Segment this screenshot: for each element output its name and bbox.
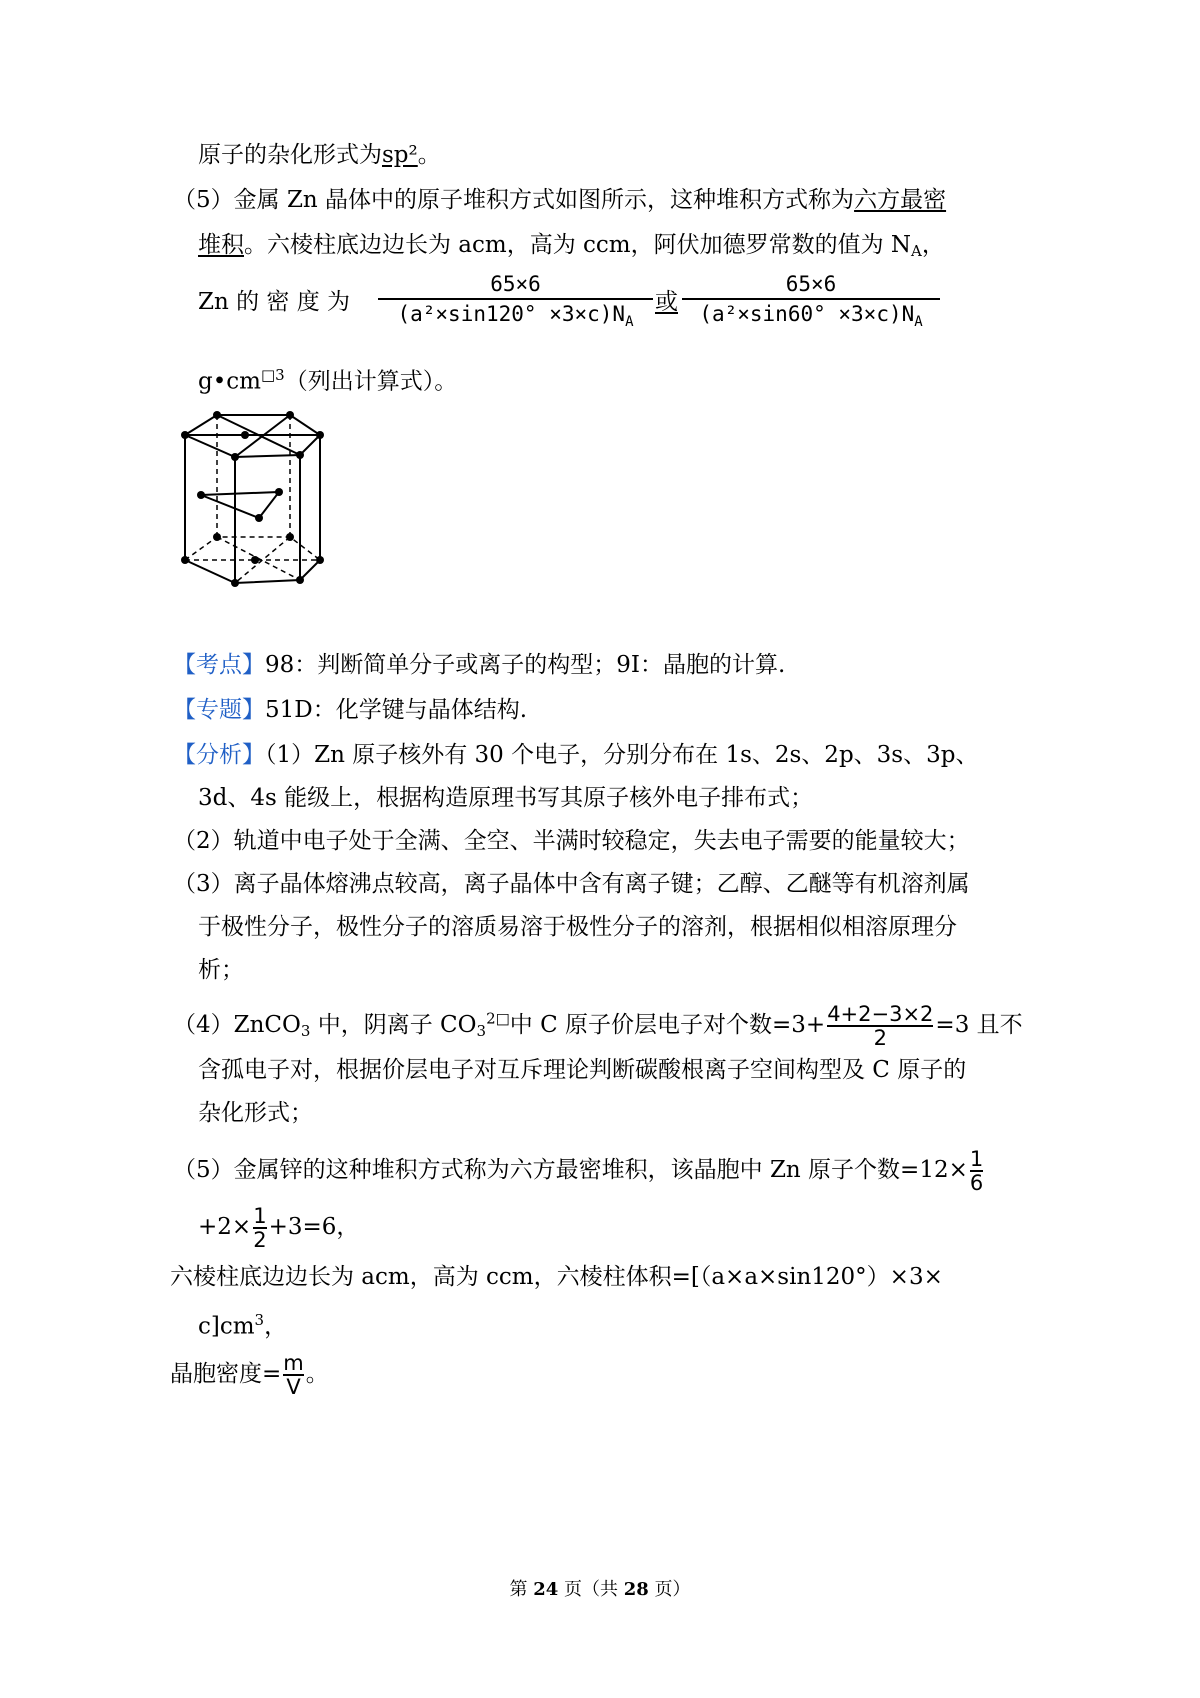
- fenxi-p3b: 于极性分子，极性分子的溶质易溶于极性分子的溶剂，根据相似相溶原理分: [198, 914, 957, 940]
- fenxi-p3c: 析；: [198, 957, 244, 983]
- fenxi-p1b: 3d、4s 能级上，根据构造原理书写其原子核外电子排布式；: [198, 785, 814, 811]
- answer-stacking-2: 堆积: [198, 232, 244, 258]
- q5-line2: 堆积。六棱柱底边边长为 acm，高为 ccm，阿伏加德罗常数的值为 NA，: [198, 232, 945, 260]
- fenxi-p6a: 六棱柱底边边长为 acm，高为 ccm，六棱柱体积=[（a×a×sin120°）×3×: [170, 1264, 943, 1290]
- fraction-1-over-2: $\frac{1}{2}$: [253, 1204, 267, 1252]
- density-fraction-2: 65×6 $(a^2\times\sin 60^\circ \times 3\times c)N_A$: [682, 272, 940, 330]
- density-unit: $g•cm^{□3}$（列出计算式）。: [198, 366, 458, 395]
- fenxi-p4c: 杂化形式；: [198, 1100, 313, 1126]
- fenxi-p5a: （5）金属锌的这种堆积方式称为六方最密堆积，该晶胞中 Zn 原子个数=12× $\frac{1}{6}$: [173, 1147, 984, 1195]
- fenxi-p5b: +2× $\frac{1}{2}$ +3=6，: [198, 1204, 360, 1252]
- fenxi-p2: （2）轨道中电子处于全满、全空、半满时较稳定，失去电子需要的能量较大；: [173, 828, 970, 854]
- fenxi-p1a: 【分析】（1）Zn 原子核外有 30 个电子，分别分布在 1s、2s、2p、3s、3p、: [173, 742, 979, 768]
- hcp-unit-cell-diagram: [175, 405, 335, 595]
- zhuanti-line: 【专题】51D：化学键与晶体结构.: [173, 697, 528, 723]
- page-footer: 第 24 页（共 28 页）: [509, 1579, 691, 1600]
- answer-sp2: sp²: [382, 142, 418, 168]
- fenxi-p7: 晶胞密度= $\frac{m}{V}$ 。: [170, 1351, 329, 1399]
- or-word: 或: [655, 289, 678, 315]
- fraction-m-over-v: $\frac{m}{V}$: [283, 1351, 304, 1399]
- density-label: Zn 的 密 度 为: [198, 289, 351, 315]
- fenxi-p6b: $c]cm^3$，: [198, 1311, 288, 1340]
- answer-stacking-1: 六方最密: [854, 187, 947, 213]
- line-hybridization: 原子的杂化形式为sp²。: [198, 142, 441, 168]
- fenxi-p4b: 含孤电子对，根据价层电子对互斥理论判断碳酸根离子空间构型及 C 原子的: [198, 1057, 967, 1083]
- fenxi-p4a: （4）ZnCO3 中，阴离子 $CO3^{2□}$中 C 原子价层电子对个数=3+ $\frac{4+2-3\times 2}{2}$ =3 且不: [173, 1002, 1023, 1050]
- fraction-1-over-6: $\frac{1}{6}$: [969, 1147, 984, 1195]
- fraction-4-2-3x2-over-2: $\frac{4+2-3\times 2}{2}$: [827, 1002, 934, 1050]
- q5-line1: （5）金属 Zn 晶体中的原子堆积方式如图所示，这种堆积方式称为六方最密: [173, 187, 947, 213]
- fenxi-p3a: （3）离子晶体熔沸点较高，离子晶体中含有离子键；乙醇、乙醚等有机溶剂属: [173, 871, 970, 897]
- kaodian-line: 【考点】98：判断简单分子或离子的构型；9I：晶胞的计算.: [173, 652, 786, 678]
- density-fraction-1: 65×6 $(a^2\times\sin 120^\circ \times 3\times c)N_A$: [378, 272, 653, 330]
